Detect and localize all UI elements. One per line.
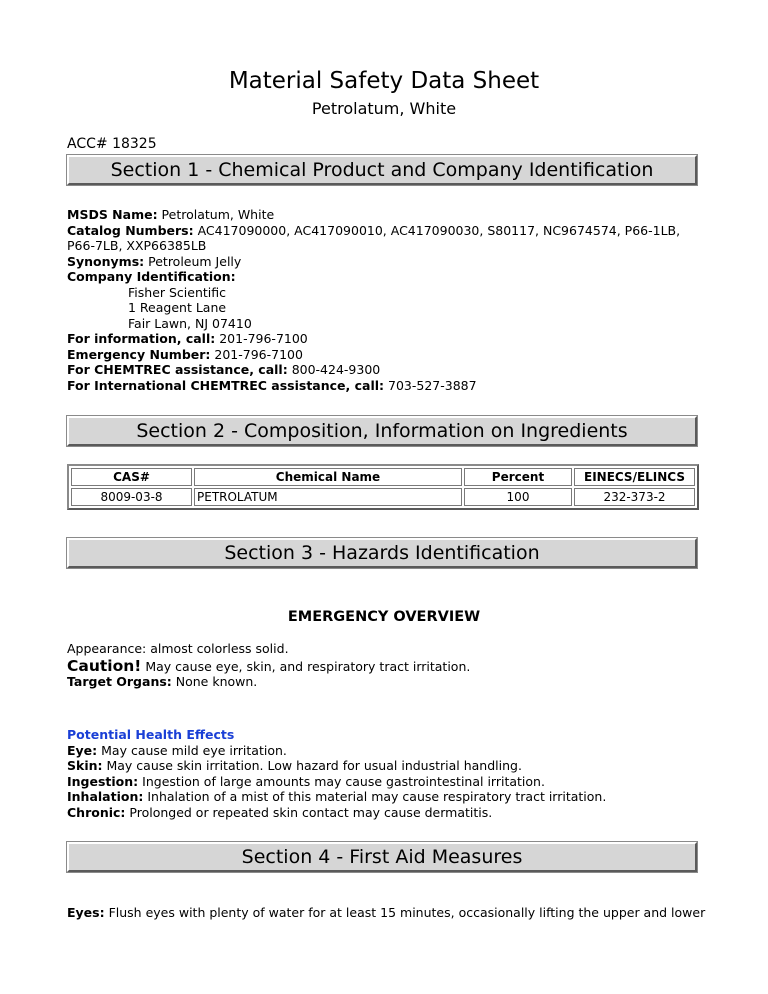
company-label-line (67, 269, 680, 285)
emergency-label: Emergency Number: (67, 346, 211, 362)
cell-einecs: 232-373-2 (574, 488, 695, 506)
target-organs-line (67, 674, 470, 690)
chemtrec-label: For CHEMTREC assistance, call: (67, 362, 288, 377)
column-header-cas: CAS# (71, 468, 192, 486)
section-3-heading: Section 3 - Hazards Identification (67, 538, 697, 568)
section-3-overview (67, 641, 470, 690)
inhalation-value: Inhalation of a mist of this material may cause respiratory tract irritation. (143, 789, 607, 804)
intl-chemtrec-line (67, 378, 680, 394)
acc-number: ACC# 18325 (67, 136, 157, 152)
cell-cas: 8009-03-8 (71, 488, 192, 506)
caution-line (67, 656, 471, 675)
ingredients-table (67, 464, 699, 510)
first-aid-eyes-label: Eyes: (67, 905, 105, 920)
synonyms-value: Petroleum Jelly (144, 253, 242, 269)
info-value: 201-796-7100 (215, 331, 308, 346)
ingestion-value: Ingestion of large amounts may cause gastrointestinal irritation. (138, 773, 545, 789)
table-row (71, 488, 695, 506)
chronic-label: Chronic: (67, 804, 126, 820)
company-label: Company Identification: (67, 269, 236, 284)
section-4-heading: Section 4 - First Aid Measures (67, 842, 697, 872)
section-1-body (67, 207, 680, 393)
ingestion-line (67, 774, 606, 790)
section-4-body (67, 905, 705, 921)
synonyms-label: Synonyms: (67, 253, 145, 269)
section-1-heading: Section 1 - Chemical Product and Company Identification (67, 155, 697, 185)
potential-health-effects-title: Potential Health Effects (67, 727, 235, 742)
caution-text: May cause eye, skin, and respiratory tract irritation. (141, 658, 471, 674)
chronic-value: Prolonged or repeated skin contact may cause dermatitis. (125, 804, 493, 820)
company-line: 1 Reagent Lane (128, 300, 227, 315)
table-header-row (71, 468, 695, 486)
catalog-line-2: P66-7LB, XXP66385LB (67, 238, 207, 253)
chronic-line (67, 805, 606, 821)
document-title: Material Safety Data Sheet (228, 68, 540, 94)
msds-name-value: Petrolatum, White (157, 207, 275, 222)
emergency-line (67, 347, 680, 363)
info-label: For information, call: (67, 331, 216, 346)
column-header-percent: Percent (464, 468, 572, 486)
skin-label: Skin: (67, 758, 103, 773)
info-line (67, 331, 680, 347)
eye-line (67, 743, 606, 759)
emergency-value: 201-796-7100 (210, 346, 303, 362)
eye-value: May cause mild eye irritation. (97, 742, 287, 758)
synonyms-line (67, 254, 680, 270)
msds-name-line (67, 207, 680, 223)
inhalation-label: Inhalation: (67, 789, 144, 804)
company-line: Fisher Scientific (128, 284, 227, 300)
catalog-line (67, 223, 680, 239)
document-subtitle: Petrolatum, White (311, 99, 457, 118)
column-header-einecs: EINECS/ELINCS (574, 468, 695, 486)
intl-chemtrec-value: 703-527-3887 (384, 377, 477, 393)
first-aid-eyes-value: Flush eyes with plenty of water for at least 15 minutes, occasionally lifting the upper and lower (104, 905, 706, 920)
ingestion-label: Ingestion: (67, 773, 139, 789)
msds-name-label: MSDS Name: (67, 207, 158, 222)
caution-label: Caution! (67, 656, 142, 675)
appearance-line: Appearance: almost colorless solid. (67, 641, 289, 656)
target-organs-label: Target Organs: (67, 674, 172, 689)
chemtrec-value: 800-424-9300 (287, 362, 381, 377)
section-2-heading: Section 2 - Composition, Information on Ingredients (67, 416, 697, 446)
skin-value: May cause skin irritation. Low hazard for usual industrial handling. (102, 758, 522, 773)
skin-line (67, 758, 606, 774)
chemtrec-line (67, 362, 680, 378)
first-aid-eyes-line (67, 905, 705, 921)
inhalation-line (67, 789, 606, 805)
cell-chemical-name: PETROLATUM (194, 488, 462, 506)
column-header-chemical-name: Chemical Name (194, 468, 462, 486)
section-3-health-effects (67, 727, 606, 820)
catalog-value: AC417090000, AC417090010, AC417090030, S80117, NC9674574, P66-1LB, (193, 222, 681, 238)
emergency-overview-title: EMERGENCY OVERVIEW (287, 609, 481, 625)
intl-chemtrec-label: For International CHEMTREC assistance, call: (67, 377, 385, 393)
cell-percent: 100 (464, 488, 572, 506)
target-organs-value: None known. (171, 674, 258, 689)
catalog-label: Catalog Numbers: (67, 222, 194, 238)
company-line: Fair Lawn, NJ 07410 (128, 315, 252, 331)
eye-label: Eye: (67, 742, 98, 758)
